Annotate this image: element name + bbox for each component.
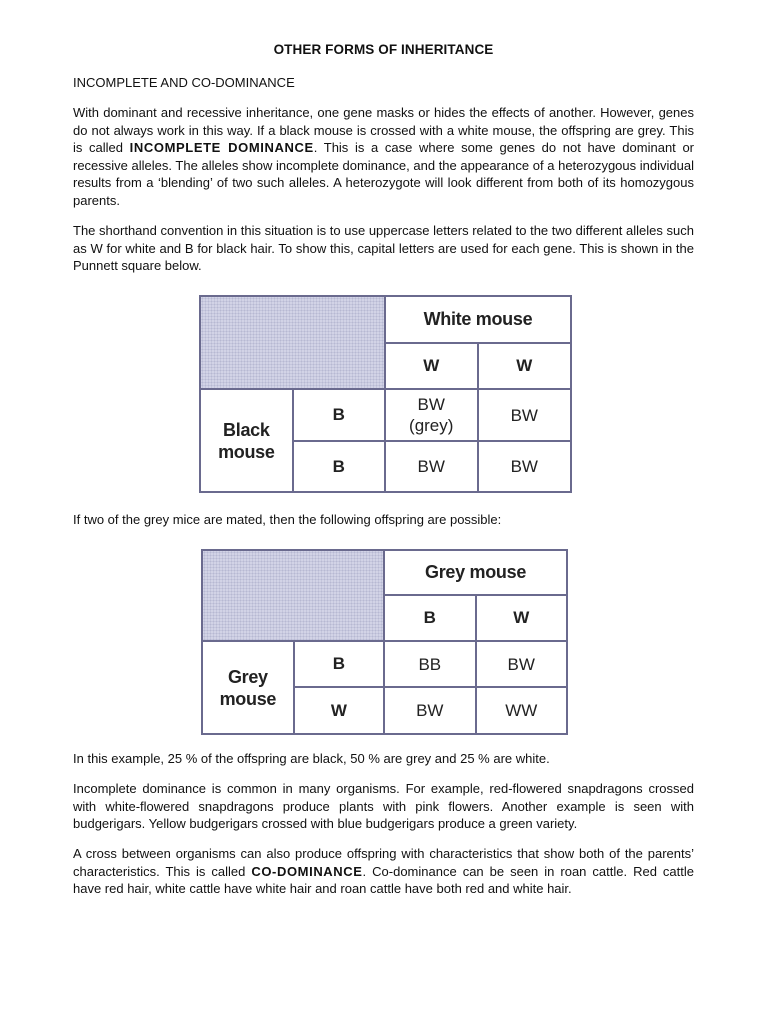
row-header-parent: Black mouse [200,389,293,492]
paragraph-text: With dominant and recessive inheritance, one gene masks or hides the effects of another. However, genes do not always work in this way. If a black mouse is crossed with a white mouse, the offspring are grey. This is called [73,105,694,156]
paragraph-examples: Incomplete dominance is common in many organisms. For example, red-flowered snapdragons crossed with white-flowered snapdragons produce plants with pink flowers. Another example is seen with budgerigars. Yellow budgerigars crossed with blue budgerigars produce a green variety. [73,781,694,832]
offspring-genotype: BW (grey) [409,395,454,435]
offspring-cell: WW [476,687,568,734]
shaded-corner-cell [200,296,385,389]
column-allele: W [476,595,568,641]
offspring-cell: BW [478,441,571,492]
paragraph-grey-mice: If two of the grey mice are mated, then the following offspring are possible: [73,512,502,527]
column-allele: B [384,595,475,641]
column-header-parent: White mouse [385,296,571,343]
paragraph-incomplete-dominance [73,104,694,210]
section-heading: INCOMPLETE AND CO-DOMINANCE [73,75,295,90]
term-incomplete-dominance: INCOMPLETE DOMINANCE [129,140,314,156]
row-allele: B [293,441,385,492]
row-allele: B [293,389,385,441]
paragraph-percentages: In this example, 25 % of the offspring are black, 50 % are grey and 25 % are white. [73,751,550,766]
row-header-text: Grey mouse [219,666,277,709]
paragraph-text: A cross between organisms can also produce offspring with characteristics that show both of the parents’ characteristics. This is called [73,846,694,879]
offspring-cell: BB [384,641,475,687]
punnett-square-black-white [199,295,572,493]
column-allele: W [385,343,478,389]
row-header-parent [202,641,294,734]
paragraph-shorthand-convention: The shorthand convention in this situation is to use uppercase letters related to the two different alleles such as W for white and B for black hair. To show this, capital letters are used for each gene. This is shown in the Punnett square below. [73,223,694,274]
shaded-corner-cell [202,550,384,641]
offspring-cell: BW [476,641,568,687]
row-allele: W [294,687,384,734]
punnett-square-grey-grey [201,549,568,735]
column-allele: W [478,343,571,389]
row-allele: B [294,641,384,687]
page-title: OTHER FORMS OF INHERITANCE [273,42,494,57]
paragraph-co-dominance [73,845,694,898]
term-co-dominance: CO-DOMINANCE [251,863,363,879]
offspring-cell: BW [385,441,478,492]
offspring-cell: BW [478,389,571,441]
offspring-cell [385,389,478,441]
offspring-cell: BW [384,687,475,734]
paragraph-text: . Co-dominance can be seen in roan cattle. Red cattle have red hair, white cattle have white hair and roan cattle have both red and white hair. [73,863,694,897]
column-header-parent: Grey mouse [384,550,567,595]
paragraph-text: . This is a case where some genes do not have dominant or recessive alleles. The alleles show incomplete dominance, and the appearance of a heterozygous individual results from a ‘blending’ of two such alleles. A heterozygote will look different from both of its homozygous parents. [73,140,695,208]
